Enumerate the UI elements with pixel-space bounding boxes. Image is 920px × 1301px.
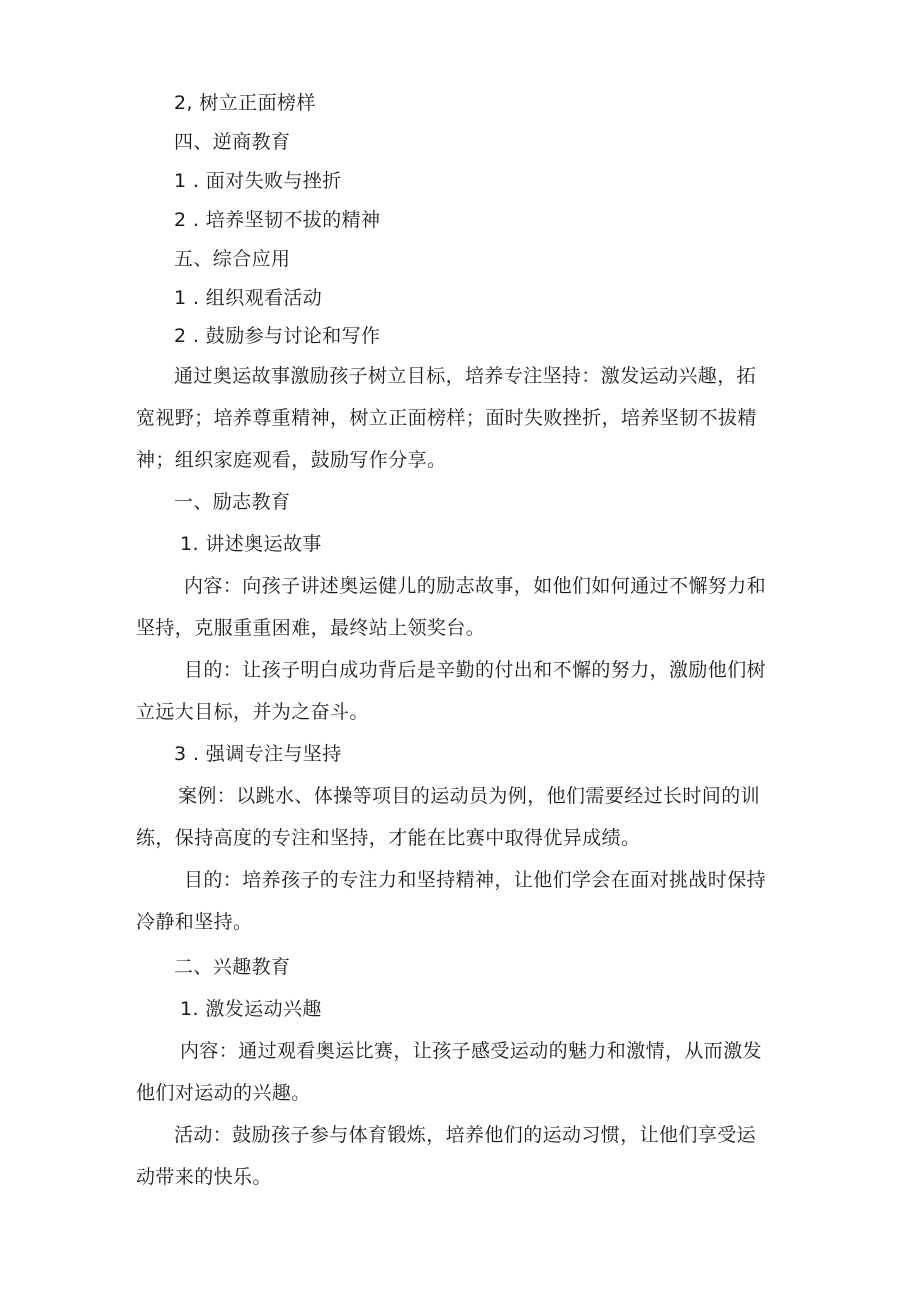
paragraph-line: 练，保持高度的专注和坚持，才能在比赛中取得优异成绩。 bbox=[136, 827, 641, 849]
paragraph-line: 目的：让孩子明白成功背后是辛勤的付出和不懈的努力，激励他们树 bbox=[184, 659, 767, 681]
list-item: 1. 讲述奥运故事 bbox=[180, 533, 322, 555]
section-heading: 一、励志教育 bbox=[174, 491, 291, 513]
paragraph-line: 动带来的快乐。 bbox=[136, 1166, 272, 1188]
paragraph-line: 目的：培养孩子的专注力和坚持精神，让他们学会在面对挑战时保持 bbox=[184, 869, 767, 891]
summary-line: 宽视野；培养尊重精神，树立正面榜样；面时失败挫折，培养坚韧不拔精 bbox=[136, 407, 757, 429]
paragraph-line: 立远大目标，并为之奋斗。 bbox=[136, 701, 369, 723]
summary-line: 通过奥运故事激励孩子树立目标，培养专注坚持：激发运动兴趣，拓 bbox=[174, 365, 757, 387]
section-heading: 五、综合应用 bbox=[174, 248, 291, 270]
section-heading: 二、兴趣教育 bbox=[174, 956, 291, 978]
list-item: 1 . 面对失败与挫折 bbox=[174, 170, 342, 192]
list-item: 2, 树立正面榜样 bbox=[174, 92, 316, 114]
list-item: 2 . 鼓励参与讨论和写作 bbox=[174, 325, 381, 347]
section-heading: 四、逆商教育 bbox=[174, 131, 291, 153]
paragraph-line: 内容：向孩子讲述奥运健儿的励志故事，如他们如何通过不懈努力和 bbox=[184, 575, 767, 597]
paragraph-line: 案例：以跳水、体操等项目的运动员为例，他们需要经过长时间的训 bbox=[178, 785, 761, 807]
list-item: 1 . 组织观看活动 bbox=[174, 287, 323, 309]
list-item: 1. 激发运动兴趣 bbox=[180, 998, 322, 1020]
list-item: 2 . 培养坚韧不拔的精神 bbox=[174, 209, 381, 231]
paragraph-line: 坚持，克服重重困难，最终站上领奖台。 bbox=[136, 617, 486, 639]
paragraph-line: 活动：鼓励孩子参与体育锻炼，培养他们的运动习惯，让他们享受运 bbox=[174, 1124, 757, 1146]
paragraph-line: 冷静和坚持。 bbox=[136, 911, 253, 933]
list-item: 3 . 强调专注与坚持 bbox=[174, 743, 342, 765]
paragraph-line: 他们对运动的兴趣。 bbox=[136, 1082, 311, 1104]
summary-line: 神；组织家庭观看，鼓励写作分享。 bbox=[136, 449, 447, 471]
paragraph-line: 内容：通过观看奥运比赛，让孩子感受运动的魅力和激情，从而激发 bbox=[180, 1040, 763, 1062]
